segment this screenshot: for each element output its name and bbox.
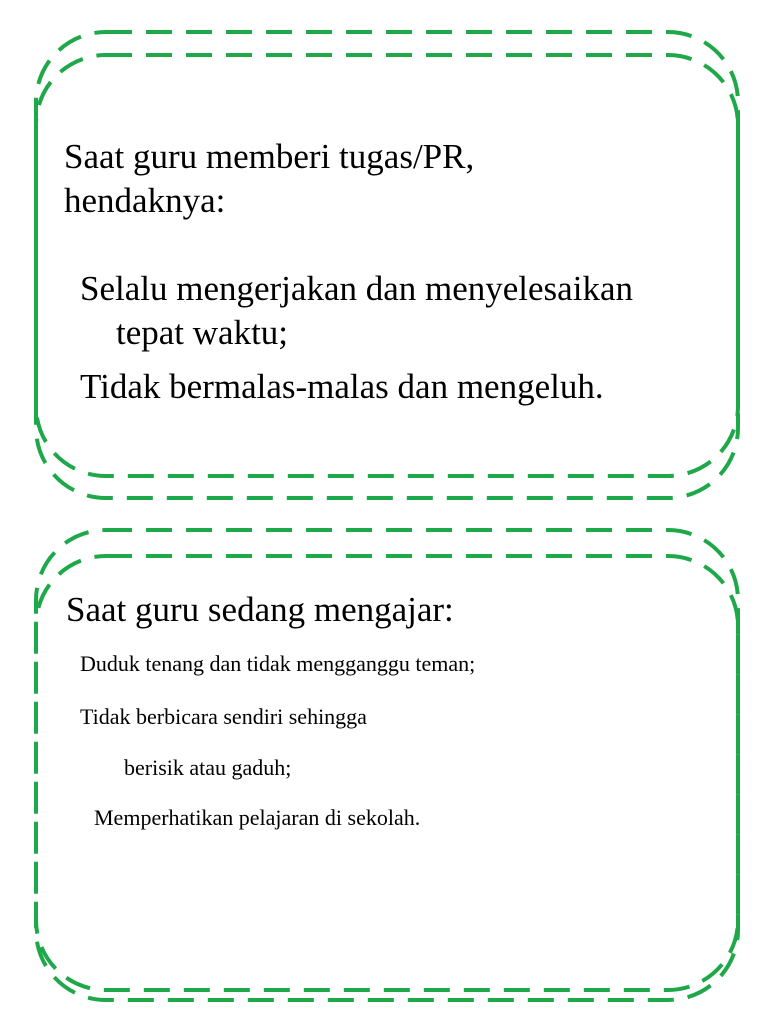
card1-heading xyxy=(64,135,474,223)
card1-item2: Tidak bermalas-malas dan mengeluh. xyxy=(80,367,604,406)
card2-item2-line2: berisik atau gaduh; xyxy=(124,755,292,780)
card1-heading-line1: Saat guru memberi tugas/PR, xyxy=(64,137,475,176)
card2-item3: Memperhatikan pelajaran di sekolah. xyxy=(94,805,421,830)
card2-heading: Saat guru sedang mengajar: xyxy=(66,590,454,629)
card2-item2-line1: Tidak berbicara sendiri sehingga xyxy=(80,704,367,729)
card1-item1-line2: tepat waktu; xyxy=(116,313,289,352)
card1-back-frame xyxy=(36,32,738,476)
card1-heading-line2: hendaknya: xyxy=(64,181,226,220)
card2-item1: Duduk tenang dan tidak mengganggu teman; xyxy=(80,651,476,676)
card1-item1-line1: Selalu mengerjakan dan menyelesaikan xyxy=(80,269,633,308)
